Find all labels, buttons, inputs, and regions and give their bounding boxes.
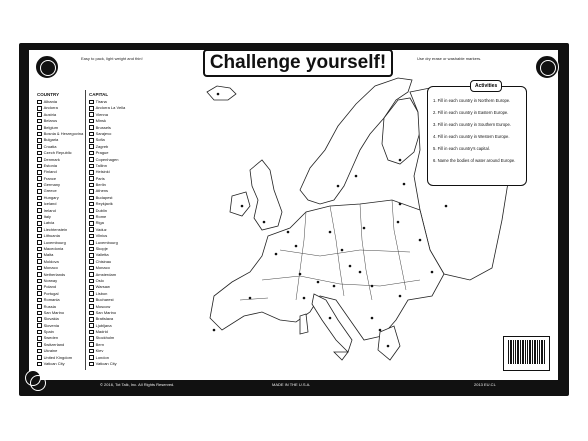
country-list-item: Norway xyxy=(37,278,83,284)
capital-list-item: Riga xyxy=(89,220,125,226)
country-list-item: Russia xyxy=(37,304,83,310)
country-list-item: Slovenia xyxy=(37,323,83,329)
country-list-item: Netherlands xyxy=(37,272,83,278)
activity-item: 3. Fill in each country in Southern Europe. xyxy=(433,122,511,127)
activity-item: 1. Fill in each country in Northern Europe. xyxy=(433,98,511,103)
country-list-item: Luxembourg xyxy=(37,240,83,246)
country-list-item: Monaco xyxy=(37,265,83,271)
capital-list-item: Minsk xyxy=(89,118,125,124)
capital-list-item: Bucharest xyxy=(89,297,125,303)
country-list-item: Belgium xyxy=(37,125,83,131)
country-list-item: Liechtenstein xyxy=(37,227,83,233)
capital-list-item: Oslo xyxy=(89,278,125,284)
capital-list-item: Dublin xyxy=(89,208,125,214)
country-list-item: Bosnia & Herzegovina xyxy=(37,131,83,137)
capital-list-item: Bern xyxy=(89,342,125,348)
left-tagline: Easy to pack, light weight and thin! xyxy=(81,56,143,61)
capital-list-item: Tallinn xyxy=(89,163,125,169)
capital-list-item: Brussels xyxy=(89,125,125,131)
capital-list-item: Tirana xyxy=(89,99,125,105)
country-list-item: Ukraine xyxy=(37,348,83,354)
capital-list-item: San Marino xyxy=(89,310,125,316)
capital-list-item: Monaco xyxy=(89,265,125,271)
capital-list-item: Paris xyxy=(89,176,125,182)
capital-list-item: Moscow xyxy=(89,304,125,310)
country-list-item: Latvia xyxy=(37,220,83,226)
country-list-item: Moldova xyxy=(37,259,83,265)
capital-list-item: Warsaw xyxy=(89,284,125,290)
capital-list-item: Copenhagen xyxy=(89,157,125,163)
capital-list-item: Vilnius xyxy=(89,233,125,239)
country-list-item: Macedonia xyxy=(37,246,83,252)
capital-list-item: Reykjavik xyxy=(89,201,125,207)
country-list-item: Iceland xyxy=(37,201,83,207)
page-title: Challenge yourself! xyxy=(203,49,393,77)
country-list-item: Greece xyxy=(37,188,83,194)
activity-item: 4. Fill in each country in Western Europe. xyxy=(433,134,510,139)
country-list-item: Denmark xyxy=(37,157,83,163)
country-list-item: Ireland xyxy=(37,208,83,214)
country-column-header: COUNTRY xyxy=(37,92,60,97)
country-list-item: Vatican City xyxy=(37,361,83,367)
country-list-item: Croatia xyxy=(37,144,83,150)
capital-list-item: Helsinki xyxy=(89,169,125,175)
country-list-item: Switzerland xyxy=(37,342,83,348)
capital-list-item: Budapest xyxy=(89,195,125,201)
capital-list-item: Valletta xyxy=(89,252,125,258)
activities-title: Activities xyxy=(470,80,502,92)
country-list-item: Austria xyxy=(37,112,83,118)
activity-item: 5. Fill in each country's capital. xyxy=(433,146,490,151)
country-list-item: Poland xyxy=(37,284,83,290)
country-list-item: France xyxy=(37,176,83,182)
capital-list-item: Luxembourg xyxy=(89,240,125,246)
country-list-item: Malta xyxy=(37,252,83,258)
country-list-item: Germany xyxy=(37,182,83,188)
country-list-item: Bulgaria xyxy=(37,137,83,143)
country-list-item: Slovakia xyxy=(37,316,83,322)
country-list-item: Lithuania xyxy=(37,233,83,239)
activity-item: 6. Name the bodies of water around Europe. xyxy=(433,158,516,163)
country-list-item: Andorra xyxy=(37,105,83,111)
capital-list-item: Ljubljana xyxy=(89,323,125,329)
capital-list-item: Athens xyxy=(89,188,125,194)
capital-list-item: Bratislava xyxy=(89,316,125,322)
capital-list-item: Kiev xyxy=(89,348,125,354)
country-list-item: Belarus xyxy=(37,118,83,124)
capital-list-item: Vatican City xyxy=(89,361,125,367)
capital-list-item: Prague xyxy=(89,150,125,156)
country-list xyxy=(37,99,83,367)
capital-list-item: Rome xyxy=(89,214,125,220)
country-list-item: San Marino xyxy=(37,310,83,316)
capital-list-item: Sofia xyxy=(89,137,125,143)
product-code: 2013 EU.CL xyxy=(474,382,496,387)
capital-list-item: Stockholm xyxy=(89,335,125,341)
column-divider xyxy=(85,90,86,370)
capital-list-item: Andorra La Vella xyxy=(89,105,125,111)
capital-list-item: Lisbon xyxy=(89,291,125,297)
made-in-text: MADE IN THE U.S.A. xyxy=(272,382,311,387)
capital-list-item: Zagreb xyxy=(89,144,125,150)
capital-list-item: Sarajevo xyxy=(89,131,125,137)
right-tagline: Use dry erase or washable markers. xyxy=(417,56,482,61)
capital-list-item: Chisinau xyxy=(89,259,125,265)
country-list-item: Finland xyxy=(37,169,83,175)
barcode xyxy=(503,336,550,371)
country-list-item: Hungary xyxy=(37,195,83,201)
country-list-item: United Kingdom xyxy=(37,355,83,361)
country-list-item: Czech Republic xyxy=(37,150,83,156)
capital-list-item: Vienna xyxy=(89,112,125,118)
country-list-item: Sweden xyxy=(37,335,83,341)
capital-list-item: Madrid xyxy=(89,329,125,335)
capital-list-item: Vaduz xyxy=(89,227,125,233)
country-list-item: Italy xyxy=(37,214,83,220)
capital-column-header: CAPITAL xyxy=(89,92,109,97)
country-list-item: Albania xyxy=(37,99,83,105)
activity-item: 2. Fill in each country in Eastern Europe. xyxy=(433,110,509,115)
capital-list xyxy=(89,99,125,367)
country-list-item: Portugal xyxy=(37,291,83,297)
country-list-item: Romania xyxy=(37,297,83,303)
capital-list-item: London xyxy=(89,355,125,361)
capital-list-item: Amsterdam xyxy=(89,272,125,278)
country-list-item: Spain xyxy=(37,329,83,335)
capital-list-item: Berlin xyxy=(89,182,125,188)
country-list-item: Estonia xyxy=(37,163,83,169)
copyright-text: © 2016, Tot Talk, Inc. All Rights Reserved. xyxy=(100,382,175,387)
capital-list-item: Skopje xyxy=(89,246,125,252)
